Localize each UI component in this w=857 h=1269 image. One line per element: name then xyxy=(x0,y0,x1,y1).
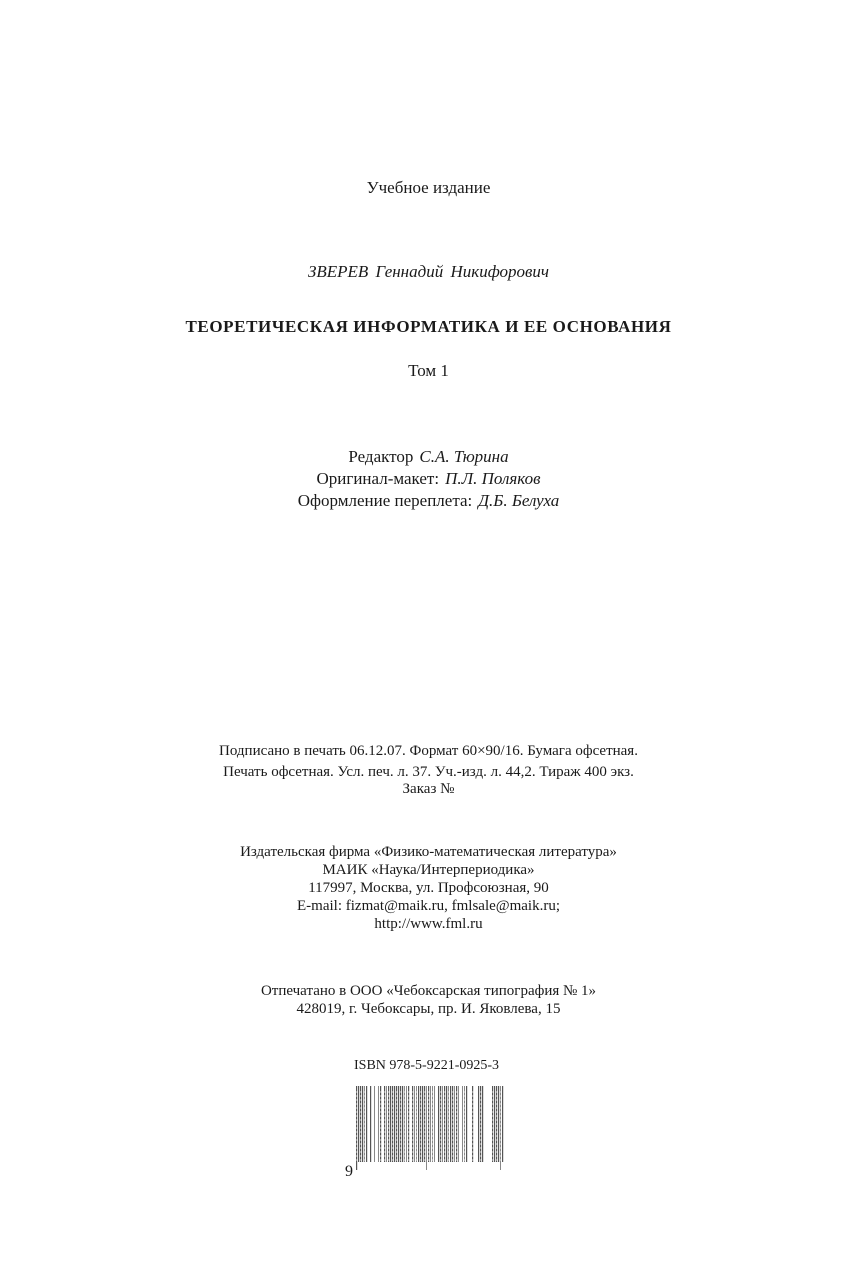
barcode-bar xyxy=(466,1086,467,1162)
credit-role: Редактор xyxy=(348,447,414,466)
printer-address: 428019, г. Чебоксары, пр. И. Яковлева, 15 xyxy=(296,1001,561,1017)
print-info-line: Печать офсетная. Усл. печ. л. 37. Уч.-изд. л. 44,2. Тираж 400 экз. xyxy=(223,764,634,780)
printer-line: Отпечатано в ООО «Чебоксарская типография № 1» xyxy=(260,983,597,999)
barcode-bar xyxy=(414,1086,415,1162)
print-info-line: Заказ № xyxy=(402,781,455,797)
barcode-bar xyxy=(370,1086,371,1162)
print-info-line: Подписано в печать 06.12.07. Формат 60×90/16. Бумага офсетная. xyxy=(219,743,638,759)
barcode-bar xyxy=(402,1086,403,1162)
volume-label: Том 1 xyxy=(408,361,449,380)
barcode-bar xyxy=(458,1086,459,1162)
publisher-line: 117997, Москва, ул. Профсоюзная, 90 xyxy=(308,880,549,896)
publisher-line: Издательская фирма «Физико-математическая литература» xyxy=(240,844,617,860)
isbn-number: ISBN 978-5-9221-0925-3 xyxy=(354,1058,500,1073)
isbn-barcode xyxy=(356,1086,504,1170)
barcode-bar xyxy=(462,1086,463,1162)
barcode-bar xyxy=(438,1086,439,1162)
publisher-line: МАИК «Наука/Интерпериодика» xyxy=(322,862,535,878)
barcode-bar xyxy=(426,1086,427,1170)
credit-cover-design xyxy=(0,491,857,511)
credit-editor xyxy=(0,447,857,467)
edition-type: Учебное издание xyxy=(366,178,491,197)
publisher-website: http://www.fml.ru xyxy=(374,916,483,932)
isbn-block xyxy=(352,1058,512,1074)
barcode-bar xyxy=(418,1086,419,1162)
barcode-bar xyxy=(406,1086,407,1162)
barcode-bar xyxy=(450,1086,451,1162)
barcode-bar xyxy=(478,1086,479,1162)
credit-role: Оригинал-макет: xyxy=(316,469,440,488)
barcode-bar xyxy=(390,1086,391,1162)
barcode-bar xyxy=(358,1086,359,1162)
barcode-bar xyxy=(454,1086,455,1162)
credit-person: Д.Б. Белуха xyxy=(478,491,560,510)
barcode-bar xyxy=(502,1086,503,1162)
barcode-bar xyxy=(398,1086,399,1162)
barcode-bar xyxy=(394,1086,395,1162)
credit-layout xyxy=(0,469,857,489)
barcode-lead-digit: 9 xyxy=(345,1163,353,1180)
barcode-bar xyxy=(362,1086,363,1162)
credit-role: Оформление переплета: xyxy=(297,491,473,510)
barcode-bar xyxy=(498,1086,499,1162)
barcode-bar xyxy=(430,1086,431,1162)
barcode-bar xyxy=(494,1086,495,1162)
barcode-bar xyxy=(366,1086,367,1162)
barcode-bar xyxy=(442,1086,443,1162)
barcode-bar xyxy=(374,1086,375,1162)
barcode-bar xyxy=(386,1086,387,1162)
publisher-email: E-mail: fizmat@maik.ru, fmlsale@maik.ru; xyxy=(297,898,560,914)
barcode-bar xyxy=(482,1086,483,1162)
barcode-bar xyxy=(378,1086,379,1162)
credit-person: П.Л. Поляков xyxy=(445,469,541,488)
barcode-bar xyxy=(446,1086,447,1162)
barcode-bar xyxy=(422,1086,423,1162)
barcode-bar xyxy=(434,1086,435,1162)
book-title: ТЕОРЕТИЧЕСКАЯ ИНФОРМАТИКА И ЕЕ ОСНОВАНИЯ xyxy=(185,317,672,336)
author-name: ЗВЕРЕВ Геннадий Никифорович xyxy=(307,262,550,281)
credit-person: С.А. Тюрина xyxy=(419,447,509,466)
